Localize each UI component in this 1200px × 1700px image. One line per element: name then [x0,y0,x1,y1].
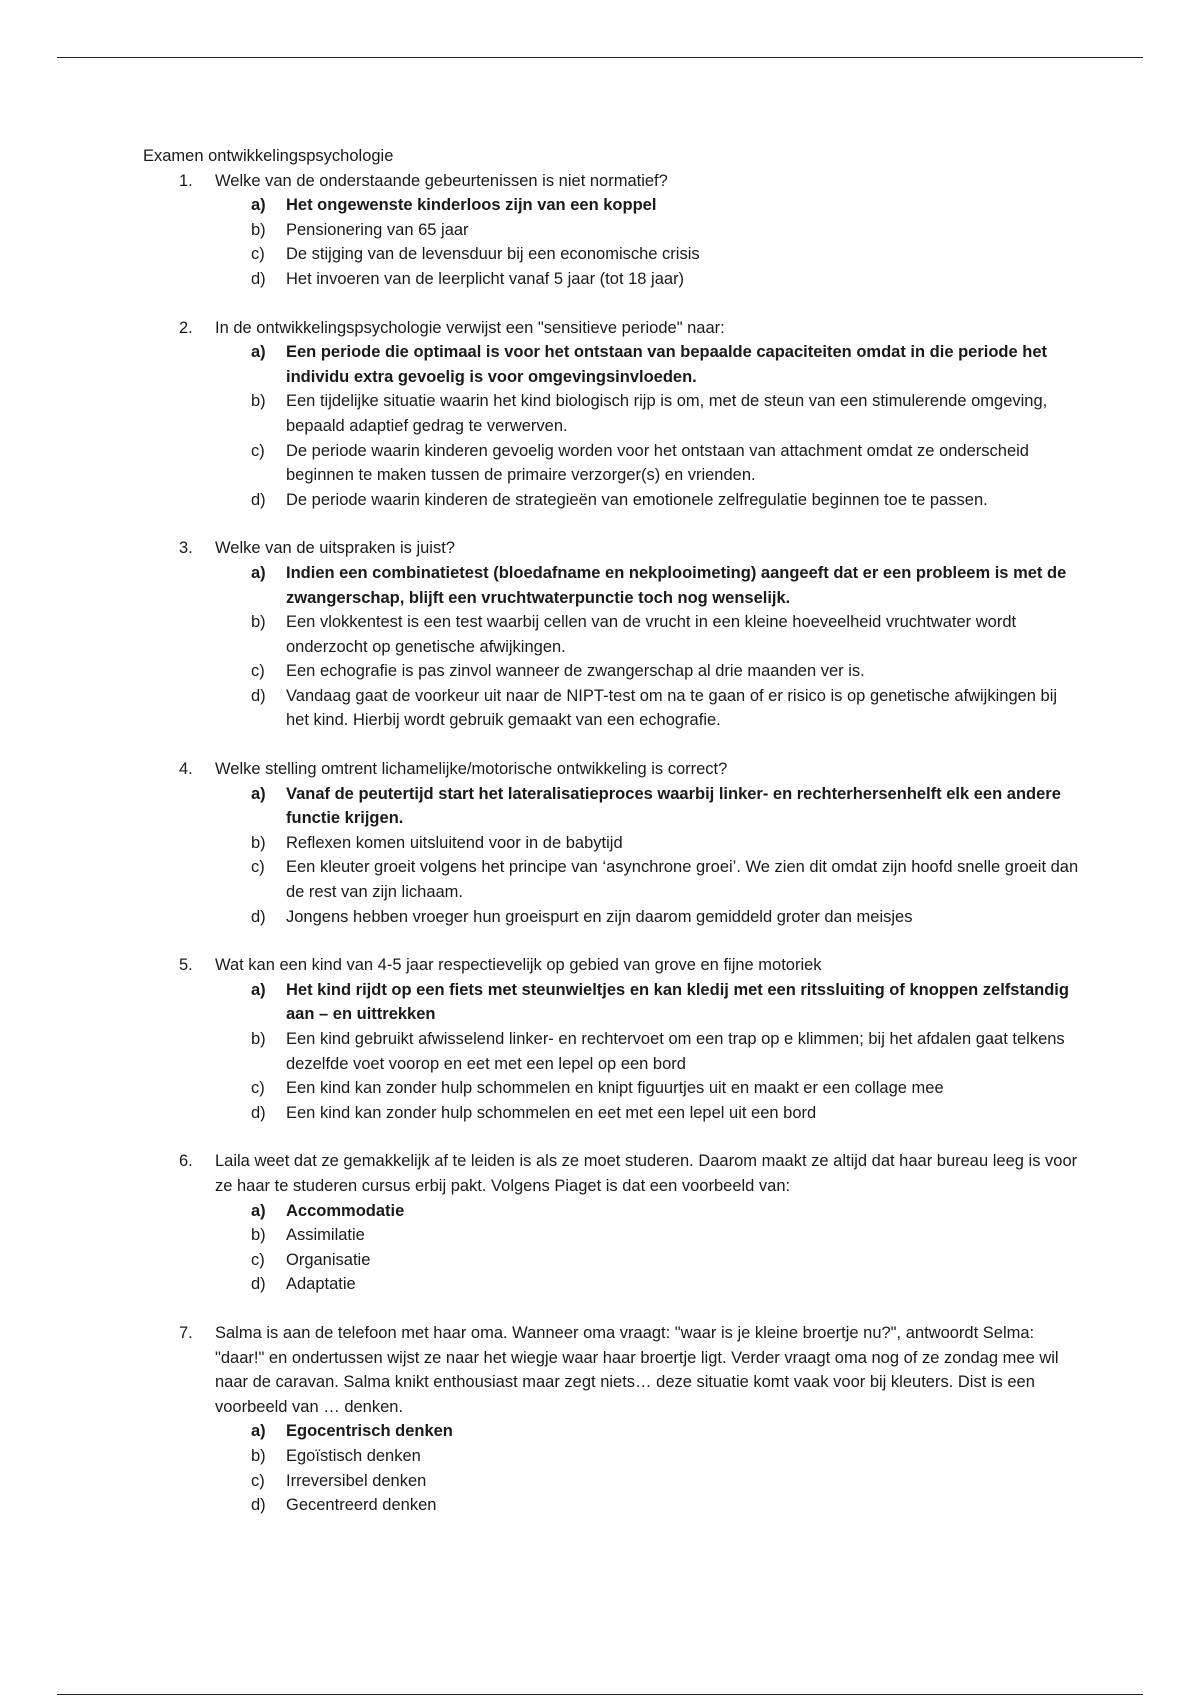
question-text: Salma is aan de telefoon met haar oma. Wanneer oma vraagt: "waar is je kleine broertje nu?", antwoordt Selma: "daar!" en ondertussen wijst ze naar het wiegje waar haar broertje ligt. Verder vraagt oma nog of ze zondag mee wil naar de caravan. Salma knikt enthousiast maar zegt niets… deze situatie komt vaak voor bij kleuters. Dist is een voorbeeld van … denken. [215,1323,1059,1416]
answer-option [251,1248,1083,1273]
answer-letter: b) [251,833,266,852]
answer-option [251,855,1083,904]
answer-option [251,439,1083,488]
answer-text: Vanaf de peutertijd start het lateralisatieproces waarbij linker- en rechterhersenhelft elk een andere functie krijgen. [286,784,1061,828]
answer-list [251,561,1083,733]
question-1 [143,169,1083,292]
answer-letter: c) [251,662,265,681]
answer-option [251,1223,1083,1248]
answer-text: Organisatie [286,1250,371,1269]
answer-letter: a) [251,784,266,803]
question-number: 7. [179,1323,193,1342]
answer-text: Assimilatie [286,1226,365,1245]
answer-list [251,193,1083,291]
question-7 [143,1321,1083,1518]
question-text: Welke stelling omtrent lichamelijke/motorische ontwikkeling is correct? [215,760,728,779]
answer-option-correct [251,1199,1083,1224]
answer-option-correct [251,561,1083,610]
answer-text: Accommodatie [286,1201,405,1220]
question-5 [143,953,1083,1125]
answer-text: Het kind rijdt op een fiets met steunwieltjes en kan kledij met een ritssluiting of knoppen zelfstandig aan – en uittrekken [286,980,1069,1024]
question-text: In de ontwikkelingspsychologie verwijst een "sensitieve periode" naar: [215,318,725,337]
document-body [143,144,1083,1542]
answer-letter: c) [251,1471,265,1490]
answer-option [251,1076,1083,1101]
answer-letter: d) [251,907,266,926]
answer-option [251,1469,1083,1494]
answer-option [251,1493,1083,1518]
answer-letter: c) [251,441,265,460]
answer-option [251,218,1083,243]
answer-letter: b) [251,220,266,239]
question-number: 6. [179,1152,193,1171]
answer-text: Egocentrisch denken [286,1422,453,1441]
question-list [143,169,1083,1518]
answer-text: Egoïstisch denken [286,1446,421,1465]
answer-letter: b) [251,1446,266,1465]
question-stem [143,536,1083,561]
answer-letter: c) [251,1250,265,1269]
answer-letter: c) [251,858,265,877]
answer-text: Een tijdelijke situatie waarin het kind biologisch rijp is om, met de steun van een stimulerende omgeving, bepaald adaptief gedrag te verwerven. [286,392,1048,435]
answer-letter: c) [251,1079,265,1098]
answer-option [251,242,1083,267]
answer-option [251,1027,1083,1076]
question-number: 4. [179,760,193,779]
answer-letter: d) [251,490,266,509]
question-stem [143,1149,1083,1198]
answer-letter: b) [251,613,266,632]
answer-text: Indien een combinatietest (bloedafname en nekplooimeting) aangeeft dat er een probleem is met de zwangerschap, blijft een vruchtwaterpunctie toch nog wenselijk. [286,563,1067,607]
question-text: Wat kan een kind van 4-5 jaar respectievelijk op gebied van grove en fijne motoriek [215,956,822,975]
answer-text: Pensionering van 65 jaar [286,220,469,239]
answer-option [251,488,1083,513]
answer-option-correct [251,1419,1083,1444]
footer-rule [57,1694,1143,1695]
answer-text: Een kind gebruikt afwisselend linker- en rechtervoet om een trap op e klimmen; bij het afdalen gaat telkens dezelfde voet voorop en eet met een lepel op een bord [286,1030,1065,1073]
answer-text: Een echografie is pas zinvol wanneer de zwangerschap al drie maanden ver is. [286,662,865,681]
answer-list [251,1419,1083,1517]
question-2 [143,316,1083,513]
answer-option [251,684,1083,733]
answer-text: Een kind kan zonder hulp schommelen en eet met een lepel uit een bord [286,1103,817,1122]
answer-option [251,831,1083,856]
answer-option [251,267,1083,292]
answer-text: De stijging van de levensduur bij een economische crisis [286,245,700,264]
answer-letter: a) [251,196,266,215]
answer-letter: d) [251,686,266,705]
question-number: 5. [179,956,193,975]
question-6 [143,1149,1083,1297]
question-text: Welke van de onderstaande gebeurtenissen is niet normatief? [215,171,668,190]
answer-letter: c) [251,245,265,264]
answer-letter: d) [251,1103,266,1122]
question-4 [143,757,1083,929]
answer-option [251,1101,1083,1126]
answer-text: Adaptatie [286,1275,356,1294]
answer-option [251,389,1083,438]
answer-option [251,905,1083,930]
answer-letter: a) [251,563,266,582]
answer-letter: b) [251,1226,266,1245]
question-stem [143,953,1083,978]
answer-option-correct [251,978,1083,1027]
header-rule [57,57,1143,58]
answer-letter: a) [251,980,266,999]
answer-list [251,782,1083,930]
answer-text: Reflexen komen uitsluitend voor in de babytijd [286,833,623,852]
question-text: Welke van de uitspraken is juist? [215,539,455,558]
question-stem [143,316,1083,341]
question-text: Laila weet dat ze gemakkelijk af te leiden is als ze moet studeren. Daarom maakt ze altijd dat haar bureau leeg is voor ze haar te studeren cursus erbij pakt. Volgens Piaget is dat een voorbeeld van: [215,1152,1078,1195]
answer-text: Jongens hebben vroeger hun groeispurt en zijn daarom gemiddeld groter dan meisjes [286,907,913,926]
answer-text: Een kleuter groeit volgens het principe van ‘asynchrone groei’. We zien dit omdat zijn hoofd snelle groeit dan de rest van zijn lichaam. [286,858,1079,902]
answer-text: Het invoeren van de leerplicht vanaf 5 jaar (tot 18 jaar) [286,269,685,288]
answer-text: Een kind kan zonder hulp schommelen en knipt figuurtjes uit en maakt er een collage mee [286,1079,944,1098]
answer-letter: d) [251,1496,266,1515]
answer-option [251,659,1083,684]
answer-text: Irreversibel denken [286,1471,427,1490]
answer-letter: b) [251,392,266,411]
answer-text: Een periode die optimaal is voor het ontstaan van bepaalde capaciteiten omdat in die periode het individu extra gevoelig is voor omgevingsinvloeden. [286,343,1048,386]
answer-text: De periode waarin kinderen de strategieën van emotionele zelfregulatie beginnen toe te passen. [286,490,988,509]
answer-list [251,340,1083,512]
question-stem [143,757,1083,782]
answer-letter: d) [251,269,266,288]
answer-text: Gecentreerd denken [286,1496,437,1515]
answer-text: De periode waarin kinderen gevoelig worden voor het ontstaan van attachment omdat ze onderscheid beginnen te maken tussen de primaire verzorger(s) en vrienden. [286,441,1029,485]
document-title: Examen ontwikkelingspsychologie [143,147,394,165]
answer-text: Het ongewenste kinderloos zijn van een koppel [286,196,657,215]
question-3 [143,536,1083,733]
answer-option-correct [251,193,1083,218]
answer-list [251,1199,1083,1297]
answer-letter: a) [251,343,266,362]
question-stem [143,1321,1083,1419]
answer-option-correct [251,782,1083,831]
answer-letter: d) [251,1275,266,1294]
question-number: 3. [179,539,193,558]
question-number: 2. [179,318,193,337]
answer-letter: b) [251,1030,266,1048]
question-stem [143,169,1083,194]
question-number: 1. [179,171,193,190]
answer-option [251,1272,1083,1297]
answer-option [251,1444,1083,1469]
answer-letter: a) [251,1201,266,1220]
answer-letter: a) [251,1422,266,1441]
answer-text: Vandaag gaat de voorkeur uit naar de NIPT-test om na te gaan of er risico is op genetische afwijkingen bij het kind. Hierbij wordt gebruik gemaakt van een echografie. [286,686,1058,730]
answer-option-correct [251,340,1083,389]
answer-list [251,978,1083,1126]
answer-text: Een vlokkentest is een test waarbij cellen van de vrucht in een kleine hoeveelheid vruchtwater wordt onderzocht op genetische afwijkingen. [286,613,1017,656]
answer-option [251,610,1083,659]
